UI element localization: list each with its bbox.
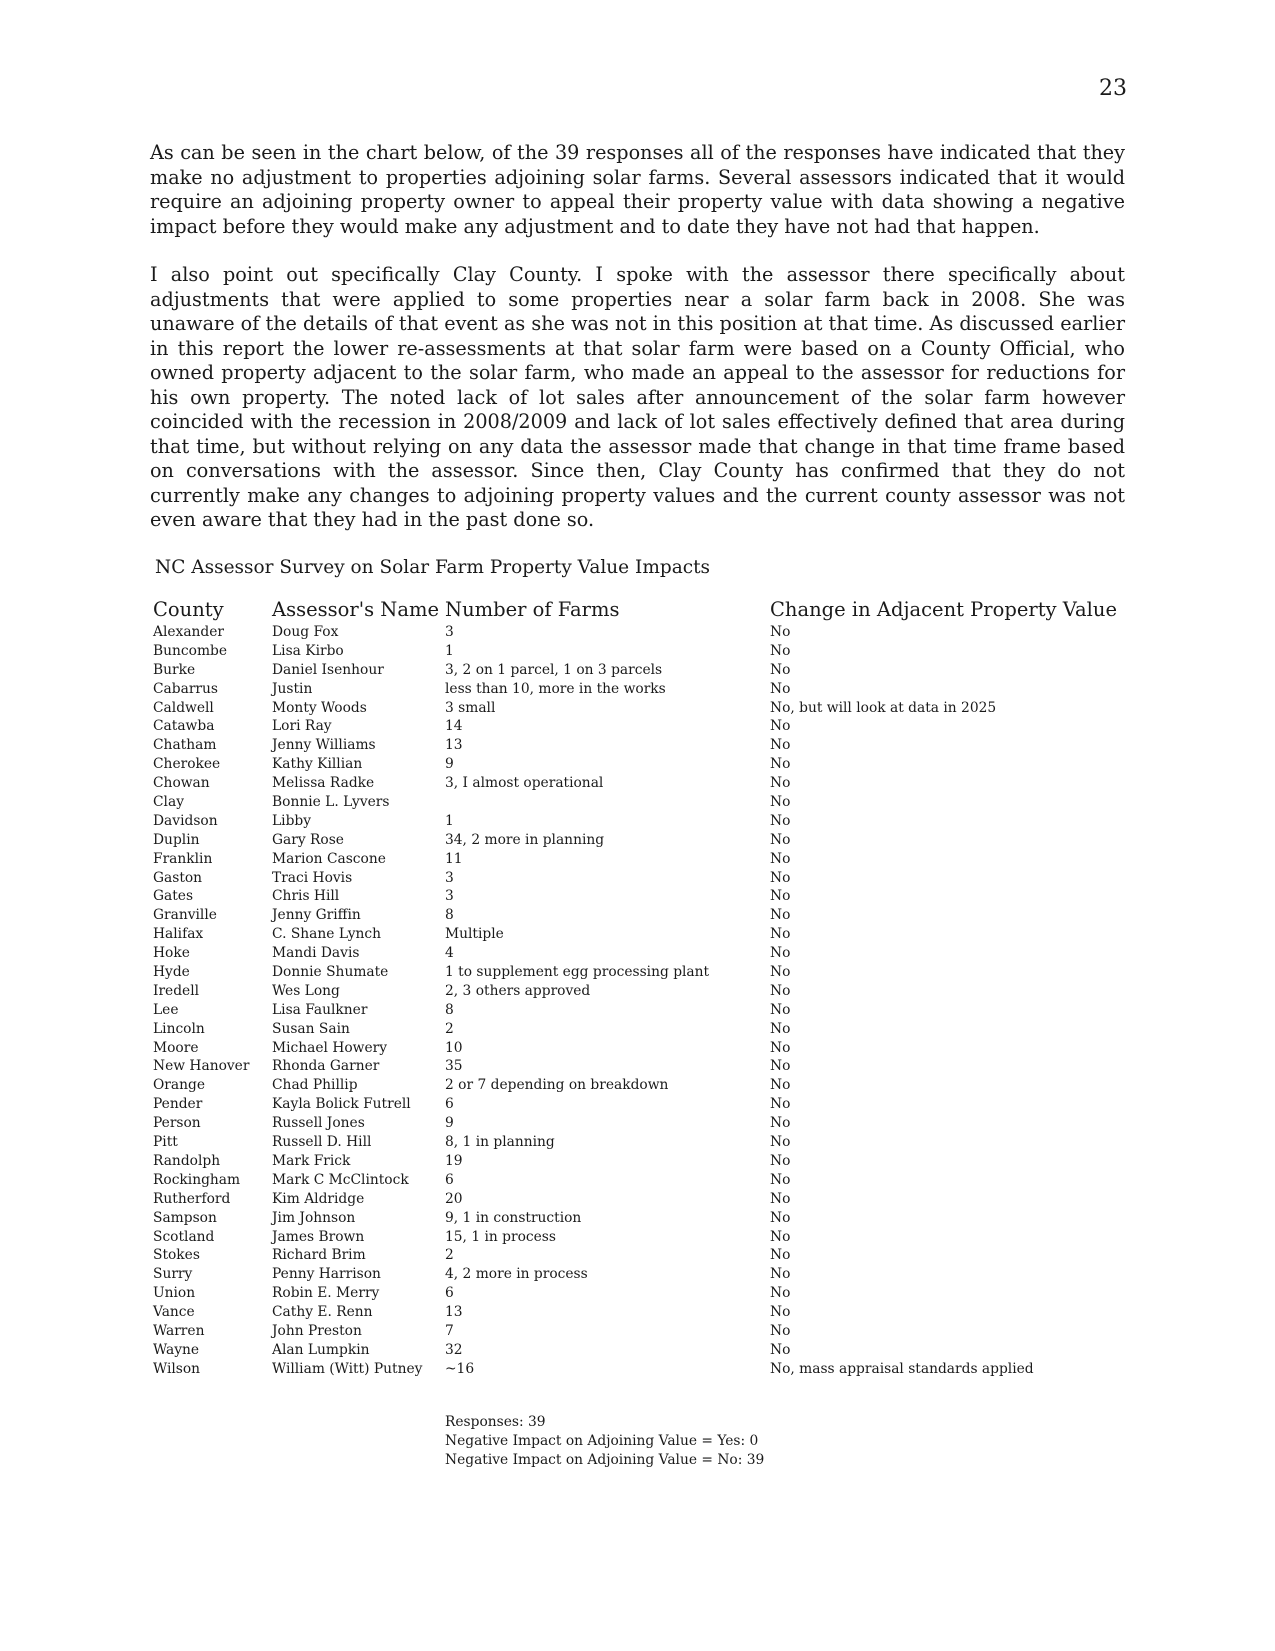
number-of-farms-cell: 8 bbox=[445, 907, 454, 924]
number-of-farms-cell: 3, I almost operational bbox=[445, 775, 604, 792]
table-row bbox=[153, 851, 1133, 870]
change-in-value-cell: No bbox=[770, 1322, 791, 1339]
change-in-value-cell: No bbox=[770, 1285, 791, 1302]
assessor-name-cell: Russell Jones bbox=[272, 1115, 365, 1132]
assessor-name-cell: Libby bbox=[272, 812, 312, 829]
table-row bbox=[153, 983, 1133, 1002]
summary-negative-no: Negative Impact on Adjoining Value = No: 39 bbox=[445, 1452, 765, 1468]
table-row bbox=[153, 1040, 1133, 1059]
county-cell: Hoke bbox=[153, 945, 190, 962]
number-of-farms-cell: less than 10, more in the works bbox=[445, 680, 666, 697]
number-of-farms-cell: 3 bbox=[445, 869, 454, 886]
assessor-name-cell: Cathy E. Renn bbox=[272, 1304, 373, 1321]
change-in-value-cell: No bbox=[770, 1058, 791, 1075]
table-row bbox=[153, 1153, 1133, 1172]
county-cell: Wilson bbox=[153, 1360, 201, 1377]
table-row bbox=[153, 1096, 1133, 1115]
table-row bbox=[153, 1210, 1133, 1229]
table-row bbox=[153, 681, 1133, 700]
table-row bbox=[153, 1191, 1133, 1210]
county-cell: Burke bbox=[153, 661, 196, 678]
number-of-farms-cell: 9 bbox=[445, 1115, 454, 1132]
assessor-name-cell: C. Shane Lynch bbox=[272, 926, 382, 943]
change-in-value-cell: No bbox=[770, 794, 791, 811]
assessor-name-cell: Russell D. Hill bbox=[272, 1134, 372, 1151]
assessor-name-cell: Wes Long bbox=[272, 982, 340, 999]
county-cell: Davidson bbox=[153, 812, 218, 829]
county-cell: Vance bbox=[153, 1304, 195, 1321]
county-cell: Catawba bbox=[153, 718, 215, 735]
number-of-farms-cell: 9 bbox=[445, 756, 454, 773]
county-cell: Gaston bbox=[153, 869, 203, 886]
number-of-farms-cell: 35 bbox=[445, 1058, 463, 1075]
assessor-name-cell: Chris Hill bbox=[272, 888, 340, 905]
change-in-value-cell: No bbox=[770, 1209, 791, 1226]
table-row bbox=[153, 1361, 1133, 1380]
change-in-value-cell: No bbox=[770, 1134, 791, 1151]
change-in-value-cell: No bbox=[770, 926, 791, 943]
table-row bbox=[153, 1021, 1133, 1040]
assessor-name-cell: Mark C McClintock bbox=[272, 1171, 409, 1188]
number-of-farms-cell: 10 bbox=[445, 1039, 463, 1056]
assessor-name-cell: Kim Aldridge bbox=[272, 1190, 365, 1207]
table-row bbox=[153, 1229, 1133, 1248]
assessor-name-cell: Mandi Davis bbox=[272, 945, 360, 962]
table-row bbox=[153, 1247, 1133, 1266]
assessor-name-cell: Lisa Faulkner bbox=[272, 1001, 368, 1018]
header-change-in-value: Change in Adjacent Property Value bbox=[770, 598, 1118, 621]
change-in-value-cell: No, mass appraisal standards applied bbox=[770, 1360, 1034, 1377]
county-cell: Franklin bbox=[153, 850, 213, 867]
change-in-value-cell: No bbox=[770, 982, 791, 999]
county-cell: Orange bbox=[153, 1077, 206, 1094]
table-row bbox=[153, 1058, 1133, 1077]
assessor-name-cell: Jenny Williams bbox=[272, 737, 376, 754]
county-cell: Wayne bbox=[153, 1341, 200, 1358]
table-row bbox=[153, 907, 1133, 926]
table-row bbox=[153, 888, 1133, 907]
number-of-farms-cell: 9, 1 in construction bbox=[445, 1209, 582, 1226]
change-in-value-cell: No bbox=[770, 1341, 791, 1358]
county-cell: Lee bbox=[153, 1001, 179, 1018]
assessor-name-cell: John Preston bbox=[272, 1322, 362, 1339]
assessor-name-cell: Rhonda Garner bbox=[272, 1058, 380, 1075]
assessor-name-cell: Penny Harrison bbox=[272, 1266, 381, 1283]
assessor-name-cell: James Brown bbox=[272, 1228, 365, 1245]
county-cell: Alexander bbox=[153, 624, 225, 640]
number-of-farms-cell: 34, 2 more in planning bbox=[445, 831, 605, 848]
county-cell: Cherokee bbox=[153, 756, 221, 773]
assessor-name-cell: Robin E. Merry bbox=[272, 1285, 380, 1302]
change-in-value-cell: No bbox=[770, 756, 791, 773]
number-of-farms-cell: 2 bbox=[445, 1020, 454, 1037]
change-in-value-cell: No bbox=[770, 850, 791, 867]
number-of-farms-cell: 1 bbox=[445, 642, 454, 659]
number-of-farms-cell: 13 bbox=[445, 1304, 463, 1321]
assessor-name-cell: Doug Fox bbox=[272, 624, 339, 640]
table-row bbox=[153, 1285, 1133, 1304]
assessor-name-cell: Alan Lumpkin bbox=[272, 1341, 370, 1358]
number-of-farms-cell: ~16 bbox=[445, 1360, 475, 1377]
county-cell: Cabarrus bbox=[153, 680, 218, 697]
county-cell: Stokes bbox=[153, 1247, 200, 1264]
change-in-value-cell: No bbox=[770, 964, 791, 981]
table-row bbox=[153, 775, 1133, 794]
number-of-farms-cell: 19 bbox=[445, 1152, 463, 1169]
assessor-name-cell: Donnie Shumate bbox=[272, 964, 389, 981]
change-in-value-cell: No bbox=[770, 869, 791, 886]
number-of-farms-cell: 1 bbox=[445, 812, 454, 829]
number-of-farms-cell: 3, 2 on 1 parcel, 1 on 3 parcels bbox=[445, 661, 663, 678]
table-row bbox=[153, 662, 1133, 681]
county-cell: Moore bbox=[153, 1039, 199, 1056]
number-of-farms-cell: 15, 1 in process bbox=[445, 1228, 556, 1245]
table-row bbox=[153, 794, 1133, 813]
change-in-value-cell: No bbox=[770, 680, 791, 697]
number-of-farms-cell: 1 to supplement egg processing plant bbox=[445, 964, 710, 981]
change-in-value-cell: No bbox=[770, 1171, 791, 1188]
county-cell: Iredell bbox=[153, 982, 200, 999]
assessor-name-cell: Chad Phillip bbox=[272, 1077, 358, 1094]
table-row bbox=[153, 700, 1133, 719]
county-cell: Pender bbox=[153, 1096, 203, 1113]
assessor-name-cell: Lisa Kirbo bbox=[272, 642, 344, 659]
change-in-value-cell: No bbox=[770, 1266, 791, 1283]
county-cell: Person bbox=[153, 1115, 201, 1132]
change-in-value-cell: No bbox=[770, 624, 791, 640]
number-of-farms-cell: 8 bbox=[445, 1001, 454, 1018]
change-in-value-cell: No bbox=[770, 718, 791, 735]
number-of-farms-cell: 2 or 7 depending on breakdown bbox=[445, 1077, 669, 1094]
summary-responses: Responses: 39 bbox=[445, 1414, 546, 1430]
assessor-name-cell: Marion Cascone bbox=[272, 850, 386, 867]
county-cell: Scotland bbox=[153, 1228, 215, 1245]
change-in-value-cell: No bbox=[770, 1190, 791, 1207]
table-row bbox=[153, 1134, 1133, 1153]
table-header-row bbox=[153, 598, 1133, 624]
county-cell: Gates bbox=[153, 888, 194, 905]
county-cell: Caldwell bbox=[153, 699, 214, 716]
header-number-of-farms: Number of Farms bbox=[445, 598, 620, 621]
survey-table bbox=[153, 598, 1133, 1380]
number-of-farms-cell: 6 bbox=[445, 1171, 454, 1188]
table-row bbox=[153, 1323, 1133, 1342]
county-cell: Duplin bbox=[153, 831, 200, 848]
table-row bbox=[153, 624, 1133, 643]
county-cell: Surry bbox=[153, 1266, 193, 1283]
assessor-name-cell: Susan Sain bbox=[272, 1020, 350, 1037]
table-row bbox=[153, 643, 1133, 662]
county-cell: Warren bbox=[153, 1322, 205, 1339]
table-title: NC Assessor Survey on Solar Farm Property Value Impacts bbox=[155, 557, 711, 578]
county-cell: Pitt bbox=[153, 1134, 178, 1151]
change-in-value-cell: No, but will look at data in 2025 bbox=[770, 699, 997, 716]
assessor-name-cell: Michael Howery bbox=[272, 1039, 388, 1056]
county-cell: Chowan bbox=[153, 775, 210, 792]
county-cell: Chatham bbox=[153, 737, 217, 754]
header-assessor-name: Assessor's Name bbox=[272, 598, 439, 621]
change-in-value-cell: No bbox=[770, 661, 791, 678]
number-of-farms-cell: 2, 3 others approved bbox=[445, 982, 591, 999]
number-of-farms-cell: 4, 2 more in process bbox=[445, 1266, 588, 1283]
change-in-value-cell: No bbox=[770, 737, 791, 754]
table-row bbox=[153, 1304, 1133, 1323]
table-row bbox=[153, 737, 1133, 756]
table-row bbox=[153, 1002, 1133, 1021]
number-of-farms-cell: 8, 1 in planning bbox=[445, 1134, 555, 1151]
change-in-value-cell: No bbox=[770, 1077, 791, 1094]
change-in-value-cell: No bbox=[770, 642, 791, 659]
assessor-name-cell: Jenny Griffin bbox=[272, 907, 361, 924]
county-cell: Clay bbox=[153, 794, 184, 811]
survey-summary bbox=[445, 1413, 764, 1470]
number-of-farms-cell: 3 bbox=[445, 624, 454, 640]
summary-negative-yes: Negative Impact on Adjoining Value = Yes: 0 bbox=[445, 1433, 759, 1449]
assessor-name-cell: Jim Johnson bbox=[272, 1209, 356, 1226]
assessor-name-cell: William (Witt) Putney bbox=[272, 1360, 423, 1377]
county-cell: Randolph bbox=[153, 1152, 221, 1169]
county-cell: Buncombe bbox=[153, 642, 228, 659]
county-cell: Halifax bbox=[153, 926, 204, 943]
change-in-value-cell: No bbox=[770, 1115, 791, 1132]
number-of-farms-cell: Multiple bbox=[445, 926, 504, 943]
number-of-farms-cell: 6 bbox=[445, 1096, 454, 1113]
change-in-value-cell: No bbox=[770, 1228, 791, 1245]
table-row bbox=[153, 1342, 1133, 1361]
change-in-value-cell: No bbox=[770, 1039, 791, 1056]
assessor-name-cell: Richard Brim bbox=[272, 1247, 366, 1264]
number-of-farms-cell: 20 bbox=[445, 1190, 463, 1207]
number-of-farms-cell: 6 bbox=[445, 1285, 454, 1302]
table-row bbox=[153, 1172, 1133, 1191]
change-in-value-cell: No bbox=[770, 907, 791, 924]
assessor-name-cell: Lori Ray bbox=[272, 718, 332, 735]
table-row bbox=[153, 964, 1133, 983]
assessor-name-cell: Daniel Isenhour bbox=[272, 661, 384, 678]
table-row bbox=[153, 926, 1133, 945]
number-of-farms-cell: 11 bbox=[445, 850, 463, 867]
change-in-value-cell: No bbox=[770, 1304, 791, 1321]
table-body bbox=[153, 624, 1133, 1380]
county-cell: Sampson bbox=[153, 1209, 217, 1226]
county-cell: Hyde bbox=[153, 964, 190, 981]
change-in-value-cell: No bbox=[770, 812, 791, 829]
clay-county-paragraph: I also point out specifically Clay County. I spoke with the assessor there specifically about adjustments that were applied to some properties near a solar farm back in 2008. She was unaware of the details of that event as she was not in this position at that time. As discussed earlier in this report the lower re-assessments at that solar farm were based on a County Official, who owned property adjacent to the solar farm, who made an appeal to the assessor for reductions for his own property. The noted lack of lot sales after announcement of the solar farm however coincided with the recession in 2008/2009 and lack of lot sales effectively defined that area during that time, but without relying on any data the assessor made that change in that time frame based on conversations with the assessor. Since then, Clay County has confirmed that they do not currently make any changes to adjoining property values and the current county assessor was not even aware that they had in the past done so. bbox=[150, 263, 1125, 531]
county-cell: Rutherford bbox=[153, 1190, 231, 1207]
number-of-farms-cell: 14 bbox=[445, 718, 463, 735]
table-row bbox=[153, 870, 1133, 889]
change-in-value-cell: No bbox=[770, 1247, 791, 1264]
header-county: County bbox=[153, 598, 224, 621]
table-row bbox=[153, 813, 1133, 832]
intro-paragraph: As can be seen in the chart below, of the 39 responses all of the responses have indicated that they make no adjustment to properties adjoining solar farms. Several assessors indicated that it would require an adjoining property owner to appeal their property value with data showing a negative impact before they would make any adjustment and to date they have not had that happen. bbox=[150, 141, 1125, 238]
county-cell: Union bbox=[153, 1285, 196, 1302]
page-number: 23 bbox=[1099, 76, 1127, 101]
number-of-farms-cell: 13 bbox=[445, 737, 463, 754]
table-row bbox=[153, 1266, 1133, 1285]
assessor-name-cell: Bonnie L. Lyvers bbox=[272, 794, 390, 811]
change-in-value-cell: No bbox=[770, 1096, 791, 1113]
table-row bbox=[153, 718, 1133, 737]
number-of-farms-cell: 4 bbox=[445, 945, 454, 962]
number-of-farms-cell: 32 bbox=[445, 1341, 463, 1358]
number-of-farms-cell: 3 small bbox=[445, 699, 496, 716]
assessor-name-cell: Justin bbox=[272, 680, 313, 697]
table-row bbox=[153, 1115, 1133, 1134]
county-cell: Lincoln bbox=[153, 1020, 205, 1037]
county-cell: Granville bbox=[153, 907, 217, 924]
change-in-value-cell: No bbox=[770, 945, 791, 962]
assessor-name-cell: Traci Hovis bbox=[272, 869, 353, 886]
change-in-value-cell: No bbox=[770, 1152, 791, 1169]
county-cell: Rockingham bbox=[153, 1171, 241, 1188]
table-row bbox=[153, 756, 1133, 775]
change-in-value-cell: No bbox=[770, 775, 791, 792]
change-in-value-cell: No bbox=[770, 831, 791, 848]
change-in-value-cell: No bbox=[770, 1020, 791, 1037]
assessor-name-cell: Kayla Bolick Futrell bbox=[272, 1096, 411, 1113]
change-in-value-cell: No bbox=[770, 1001, 791, 1018]
county-cell: New Hanover bbox=[153, 1058, 250, 1075]
assessor-name-cell: Gary Rose bbox=[272, 831, 344, 848]
change-in-value-cell: No bbox=[770, 888, 791, 905]
assessor-name-cell: Kathy Killian bbox=[272, 756, 363, 773]
assessor-name-cell: Mark Frick bbox=[272, 1152, 351, 1169]
assessor-name-cell: Monty Woods bbox=[272, 699, 367, 716]
assessor-name-cell: Melissa Radke bbox=[272, 775, 375, 792]
number-of-farms-cell: 7 bbox=[445, 1322, 454, 1339]
table-row bbox=[153, 1077, 1133, 1096]
number-of-farms-cell: 3 bbox=[445, 888, 454, 905]
table-row bbox=[153, 945, 1133, 964]
number-of-farms-cell: 2 bbox=[445, 1247, 454, 1264]
table-row bbox=[153, 832, 1133, 851]
